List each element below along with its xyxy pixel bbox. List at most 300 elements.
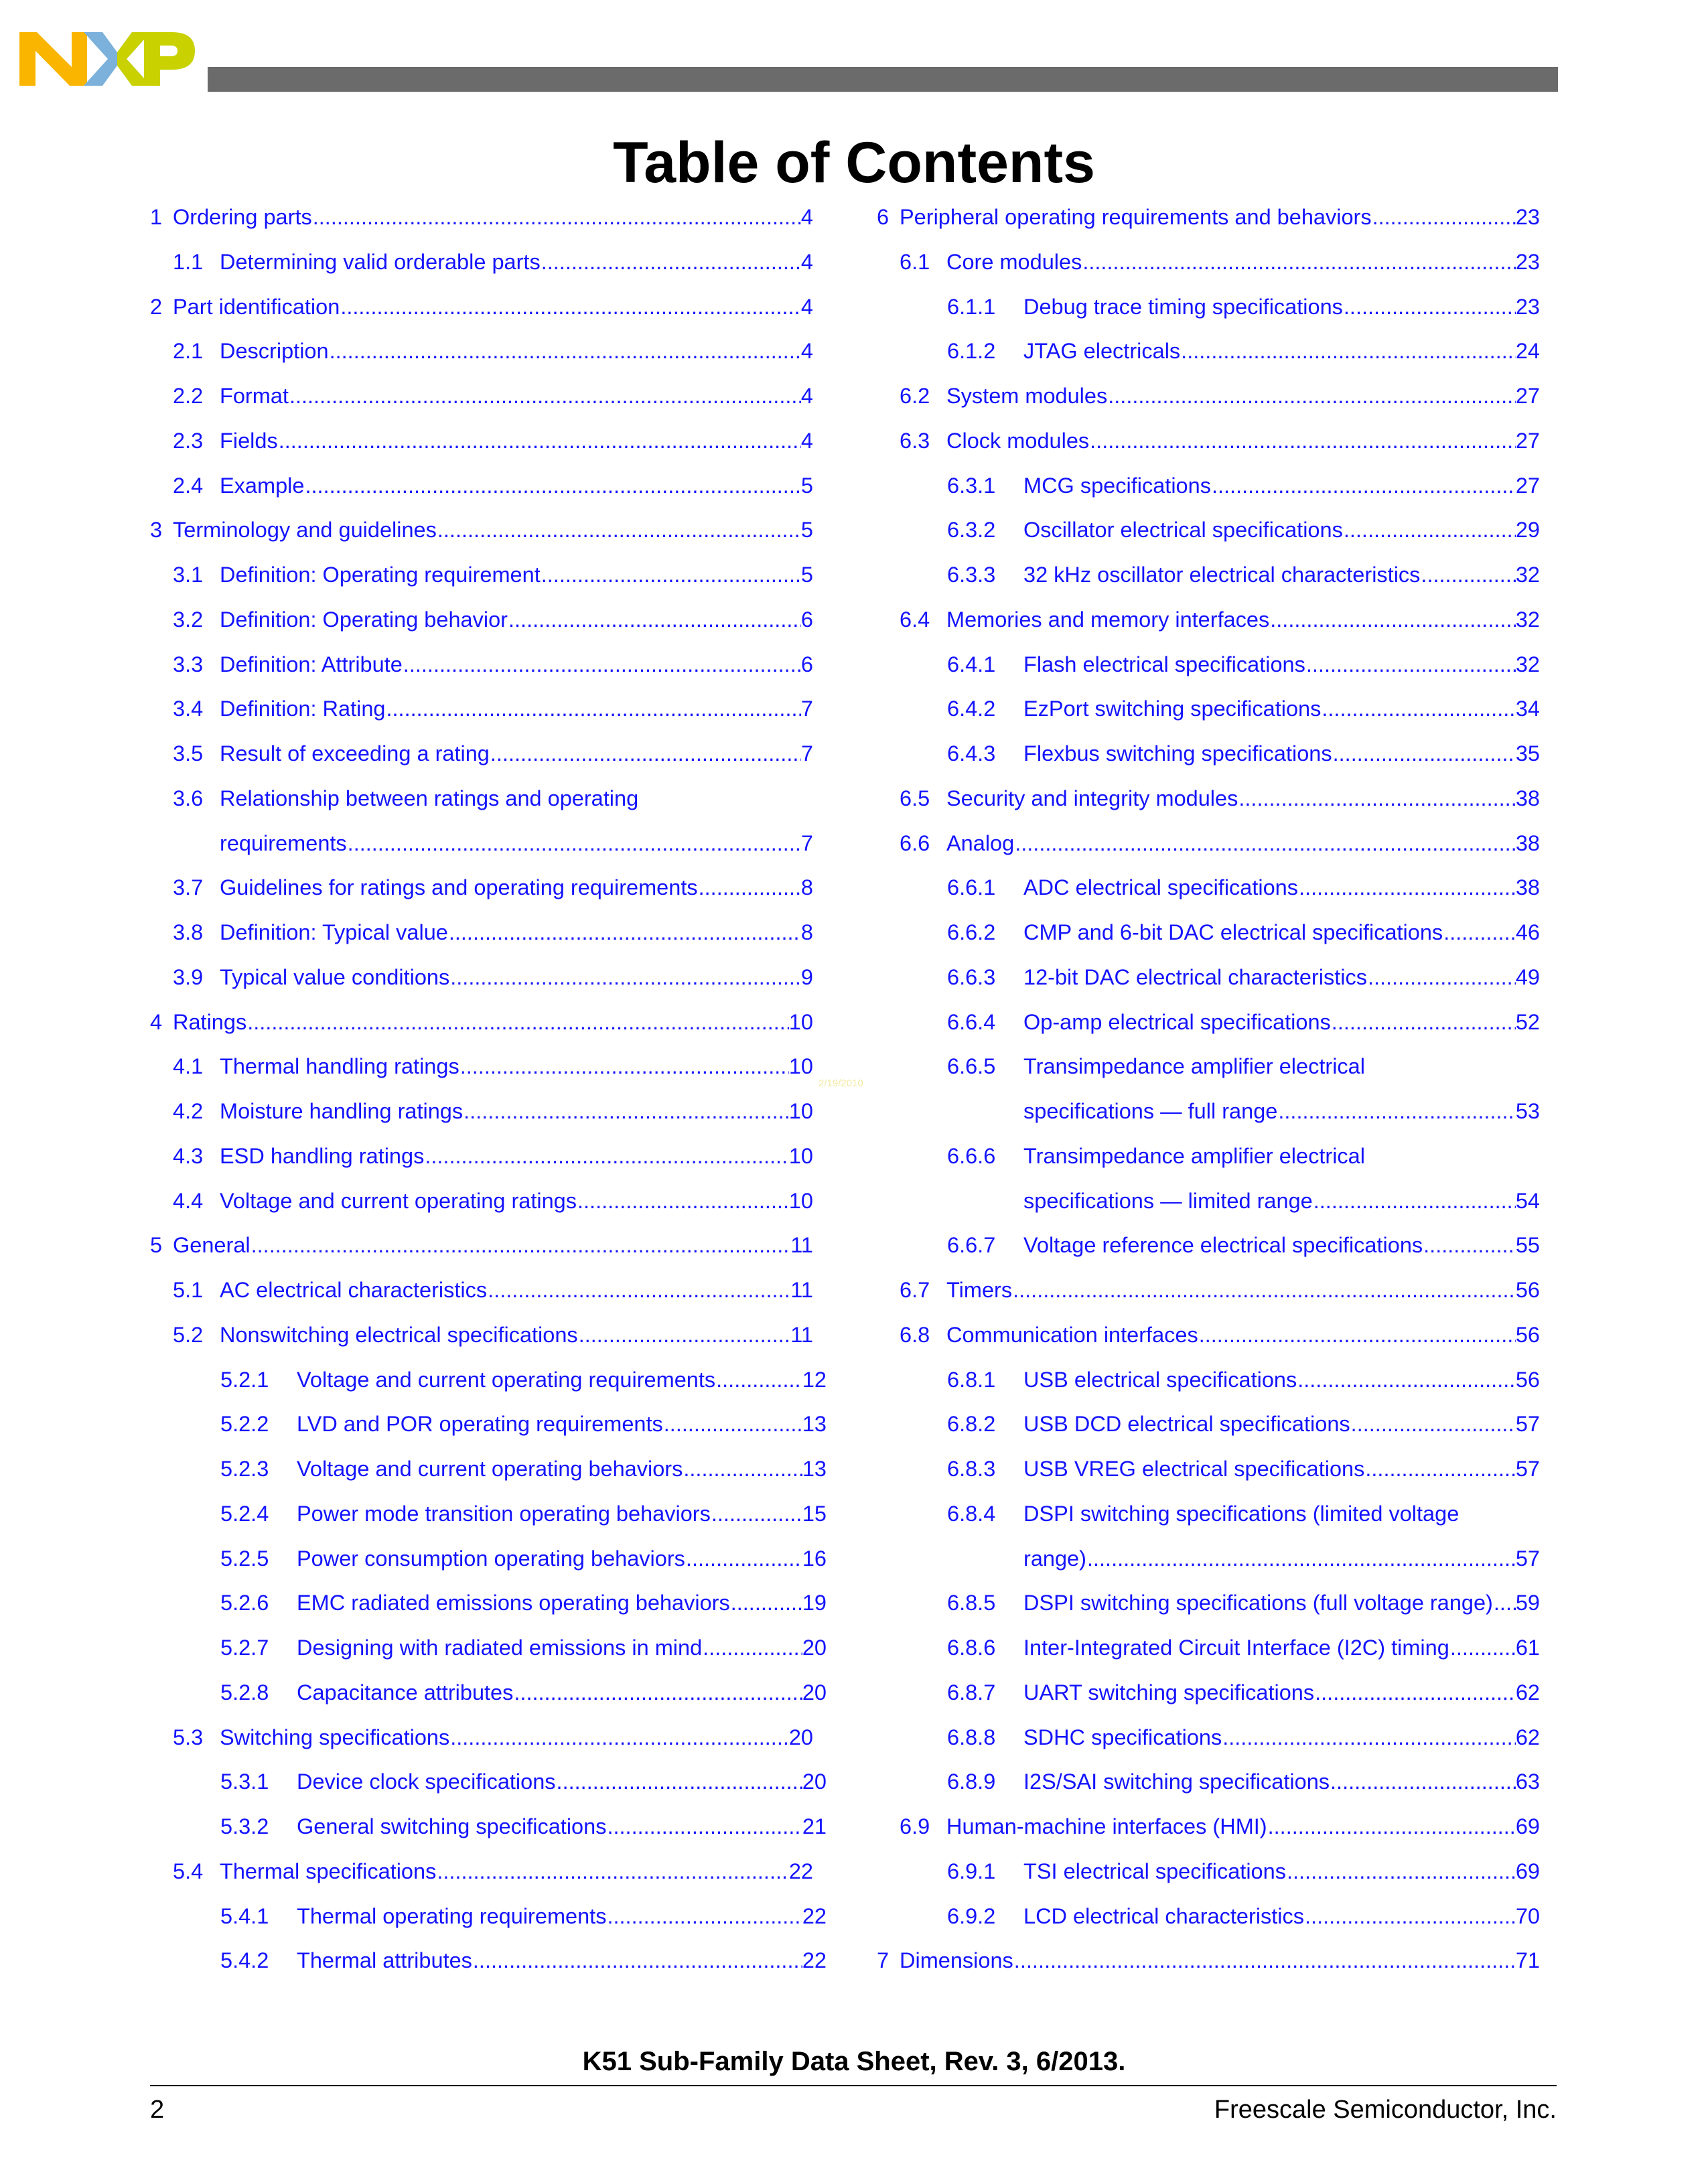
toc-entry-number: 6.8.6 [947,1636,996,1660]
toc-link[interactable] [947,920,1540,944]
toc-link[interactable] [173,250,813,274]
toc-entry-label: USB electrical specifications [1023,1367,1297,1392]
toc-entry [877,1759,1540,1804]
toc-link[interactable] [1023,1546,1540,1571]
footer-doc-title: K51 Sub-Family Data Sheet, Rev. 3, 6/2013. [582,2047,1126,2076]
toc-entry-page: 27 [1515,384,1540,408]
toc-entry-page: 24 [1515,339,1540,364]
toc-entry [877,328,1540,373]
toc-link[interactable] [220,1680,827,1705]
toc-dot-leader [1368,965,1516,989]
toc-entry [877,1357,1540,1402]
toc-link[interactable] [220,1546,827,1571]
toc-entry-page: 11 [790,1233,813,1258]
toc-entry [877,373,1540,418]
toc-link[interactable] [947,518,1540,542]
toc-entry [150,239,813,284]
toc-entry-page: 7 [800,697,813,721]
toc-entry-page: 12 [802,1367,827,1392]
toc-link[interactable] [900,1278,1540,1302]
toc-entry [150,284,813,329]
toc-dot-leader [330,339,801,363]
toc-entry-label: specifications — full range [1023,1099,1278,1123]
toc-link[interactable] [173,474,813,498]
toc-entry-number: 6.3.3 [947,563,996,587]
toc-entry-page: 5 [800,473,813,498]
toc-entry-page: 8 [800,920,813,944]
toc-entry-label: USB DCD electrical specifications [1023,1412,1350,1437]
toc-link[interactable] [947,1412,1540,1436]
toc-link[interactable] [173,1323,813,1347]
toc-entry-label: AC electrical characteristics [220,1278,488,1302]
toc-entry-number: 6.1.2 [947,339,996,364]
toc-entry-page: 9 [800,964,813,989]
toc-entry-label: SDHC specifications [1023,1725,1222,1749]
toc-dot-leader [279,429,801,453]
toc-link[interactable] [877,1948,1540,1972]
toc-dot-leader [1332,1010,1516,1034]
toc-entry-number: 2 [150,294,163,319]
toc-entry-number: 5.3.1 [220,1769,269,1794]
toc-entry [877,686,1540,731]
toc-entry [150,954,813,999]
page-title: Table of Contents [613,131,1095,195]
toc-entry [150,194,813,239]
toc-entry-number: 6.8.9 [947,1769,996,1794]
toc-entry [877,1804,1540,1849]
toc-entry-label: Guidelines for ratings and operating requirements [220,875,698,900]
toc-entry-page: 69 [1515,1859,1540,1883]
toc-dot-leader [1015,831,1516,855]
toc-entry-label: Debug trace timing specifications [1023,294,1343,319]
toc-entry [150,328,813,373]
toc-entry-label: Power mode transition operating behaviors [297,1501,711,1526]
toc-link[interactable] [220,1368,827,1392]
toc-link[interactable] [173,1054,813,1078]
toc-entry-number: 3.8 [173,920,204,944]
toc-entry-number: 3.1 [173,563,204,587]
toc-link[interactable] [173,1099,813,1123]
toc-entry-page: 23 [1515,249,1540,274]
toc-entry-continuation [877,1178,1540,1223]
toc-dot-leader [1090,429,1516,453]
toc-entry [877,1893,1540,1938]
toc-link[interactable] [220,1591,827,1615]
toc-link[interactable] [900,384,1540,408]
publisher: Freescale Semiconductor, Inc. [1214,2096,1557,2124]
toc-entry-number: 6.6.7 [947,1233,996,1258]
toc-link[interactable] [900,1814,1540,1838]
toc-dot-leader [557,1769,802,1794]
toc-dot-leader [488,1278,790,1302]
toc-entry-label: EzPort switching specifications [1023,697,1322,721]
toc-entry-number: 5.2.2 [220,1412,269,1437]
toc-entry-number: 3.2 [173,607,204,632]
toc-entry-continuation [877,1536,1540,1581]
toc-entry-page: 69 [1515,1814,1540,1838]
toc-entry [150,1625,827,1670]
toc-entry-number: 1 [150,205,163,229]
toc-link[interactable] [220,1412,827,1436]
toc-link[interactable] [1023,1099,1540,1123]
toc-link[interactable] [173,1859,813,1883]
toc-entry-page: 49 [1515,964,1540,989]
toc-entry-page: 7 [800,830,813,855]
toc-dot-leader [579,1323,791,1347]
toc-link[interactable] [173,965,813,989]
toc-entry-page: 62 [1515,1680,1540,1705]
toc-link[interactable] [173,875,813,899]
toc-entry-page: 23 [1515,294,1540,319]
toc-entry-label: Determining valid orderable parts [220,249,541,274]
toc-entry-label: Dimensions [900,1948,1013,1973]
toc-dot-leader [683,1457,802,1481]
toc-link[interactable] [947,875,1540,899]
toc-entry-page: 10 [788,1188,813,1213]
toc-entry-number: 3.6 [173,786,204,810]
toc-entry-page: 20 [802,1680,827,1705]
toc-link[interactable] [947,741,1540,766]
toc-link[interactable] [947,1769,1540,1794]
toc-entry [150,642,813,686]
toc-dot-leader [1287,1859,1516,1883]
toc-entry-number: 5.3.2 [220,1814,269,1838]
toc-entry [150,1267,813,1312]
toc-link[interactable] [1023,1189,1540,1213]
toc-link[interactable] [947,295,1540,319]
nxp-logo-icon [19,27,195,90]
toc-entry [877,1715,1540,1759]
toc-entry-label: I2S/SAI switching specifications [1023,1769,1330,1794]
toc-dot-leader [1443,920,1516,944]
toc-link[interactable] [947,474,1540,498]
toc-dot-leader [437,518,801,542]
toc-link[interactable] [900,607,1540,632]
toc-link[interactable] [947,1725,1540,1749]
toc-entry [150,776,813,820]
toc-entry-label: Timers [946,1278,1013,1302]
toc-entry-label: Memories and memory interfaces [946,607,1270,632]
toc-link[interactable] [947,1457,1540,1481]
toc-dot-leader [1278,1099,1515,1123]
toc-dot-leader [703,1636,802,1660]
toc-entry-number: 6.8.8 [947,1725,996,1749]
toc-entry-number: 4.1 [173,1054,204,1079]
toc-entry-label: Device clock specifications [297,1769,556,1794]
toc-entry-page: 52 [1515,1009,1540,1034]
toc-link[interactable] [173,1144,813,1168]
toc-entry [150,1491,827,1536]
toc-link[interactable] [220,1636,827,1660]
toc-link[interactable] [900,429,1540,453]
toc-entry-page: 57 [1515,1457,1540,1481]
toc-entry-number: 6.4.3 [947,741,996,766]
toc-entry-number: 2.2 [173,384,204,408]
toc-dot-leader [340,295,801,319]
toc-link[interactable] [947,1636,1540,1660]
toc-entry-label: Voltage reference electrical specifications [1023,1233,1423,1258]
toc-entry-number: 3.7 [173,875,204,900]
toc-entry [150,1715,813,1759]
toc-dot-leader [464,1099,789,1123]
toc-link[interactable] [947,1143,1365,1168]
toc-entry-number: 3.5 [173,741,204,766]
toc-entry-page: 22 [802,1948,827,1973]
toc-dot-leader [1322,697,1515,721]
toc-entry-page: 20 [802,1636,827,1660]
toc-link[interactable] [150,295,813,319]
toc-link[interactable] [947,1054,1365,1079]
toc-entry [150,1759,827,1804]
toc-entry-label: Peripheral operating requirements and behaviors [900,205,1372,229]
toc-entry-label: ADC electrical specifications [1023,875,1299,900]
toc-dot-leader [1270,607,1516,632]
toc-link[interactable] [900,786,1540,810]
toc-link[interactable] [947,1010,1540,1034]
toc-entry-page: 4 [800,428,813,453]
toc-entry [150,1670,827,1715]
toc-link[interactable] [173,652,813,676]
toc-entry-number: 6 [877,205,889,229]
toc-dot-leader [577,1189,789,1213]
toc-entry-number: 6.9 [900,1814,930,1838]
toc-link[interactable] [173,1725,813,1749]
toc-link[interactable] [173,384,813,408]
toc-right-column [877,194,1540,1982]
toc-link[interactable] [173,1189,813,1213]
toc-link[interactable] [173,429,813,453]
toc-dot-leader [449,920,801,944]
toc-entry-label: Ratings [173,1009,247,1034]
toc-link[interactable] [173,563,813,587]
toc-entry-number: 3.3 [173,652,204,676]
toc-dot-leader [450,1725,789,1749]
toc-entry [877,865,1540,910]
toc-dot-leader [490,741,801,766]
toc-entry-page: 16 [802,1546,827,1571]
toc-entry-label: General switching specifications [297,1814,607,1838]
toc-link[interactable] [173,339,813,363]
toc-entry-label: Relationship between ratings and operating [220,786,639,810]
toc-link[interactable] [947,1904,1540,1928]
toc-entry [150,731,813,776]
toc-entry-label: Op-amp electrical specifications [1023,1009,1331,1034]
toc-entry [877,597,1540,642]
toc-entry-page: 10 [788,1009,813,1034]
toc-entry [150,1446,827,1491]
toc-link[interactable] [947,339,1540,363]
toc-link[interactable] [947,1501,1460,1526]
toc-entry-page: 6 [800,652,813,676]
toc-link[interactable] [947,652,1540,676]
toc-link[interactable] [150,1233,813,1257]
toc-entry-page: 71 [1515,1948,1540,1973]
toc-link[interactable] [173,697,813,721]
toc-entry-page: 22 [802,1903,827,1928]
toc-entry-label: Switching specifications [220,1725,450,1749]
toc-entry [877,1446,1540,1491]
toc-dot-leader [348,831,801,855]
toc-link[interactable] [900,831,1540,855]
toc-entry-number: 7 [877,1948,889,1973]
toc-link[interactable] [173,920,813,944]
toc-entry-page: 56 [1515,1322,1540,1347]
toc-dot-leader [664,1412,802,1436]
toc-link[interactable] [220,1769,827,1794]
toc-dot-leader [1333,741,1516,766]
toc-link[interactable] [150,518,813,542]
toc-link[interactable] [220,831,813,855]
toc-entry-page: 7 [800,741,813,766]
toc-entry [877,731,1540,776]
toc-entry [877,1133,1540,1178]
toc-link[interactable] [173,1278,813,1302]
toc-dot-leader [1297,1368,1516,1392]
toc-entry-number: 5.1 [173,1278,204,1302]
toc-entry-number: 6.8 [900,1322,930,1347]
toc-link[interactable] [173,607,813,632]
toc-entry-number: 5 [150,1233,163,1258]
toc-link[interactable] [220,1814,827,1838]
toc-entry-label: Terminology and guidelines [173,518,437,542]
toc-entry-page: 20 [802,1769,827,1794]
header-bar [208,67,1558,92]
toc-entry [150,418,813,463]
toc-dot-leader [313,205,801,229]
toc-dot-leader [1450,1636,1516,1660]
toc-entry-page: 54 [1515,1188,1540,1213]
toc-entry [150,1580,827,1625]
toc-link[interactable] [220,1904,827,1928]
toc-entry-number: 6.6.2 [947,920,996,944]
toc-link[interactable] [150,205,813,229]
toc-entry-number: 6.8.7 [947,1680,996,1705]
toc-entry [877,194,1540,239]
toc-entry-label: EMC radiated emissions operating behaviors [297,1591,730,1615]
toc-dot-leader [1013,1278,1516,1302]
toc-dot-leader [289,384,801,408]
toc-entry [877,1625,1540,1670]
toc-left-column [150,194,827,1982]
toc-link[interactable] [220,1948,827,1972]
toc-entry-page: 53 [1515,1099,1540,1123]
toc-entry-page: 29 [1515,518,1540,542]
toc-entry [877,1401,1540,1446]
toc-entry-page: 57 [1515,1546,1540,1571]
toc-dot-leader [473,1948,802,1972]
toc-link[interactable] [947,563,1540,587]
footer-rule [150,2085,1557,2086]
toc-entry-label: General [173,1233,251,1258]
toc-entry-label: DSPI switching specifications (full voltage range) [1023,1591,1493,1615]
toc-link[interactable] [877,205,1540,229]
toc-dot-leader [1181,339,1516,363]
toc-dot-leader [1082,250,1516,274]
toc-entry [877,418,1540,463]
toc-link[interactable] [220,1457,827,1481]
toc-entry-label: Format [220,384,289,408]
toc-entry-number: 4.2 [173,1099,204,1123]
toc-dot-leader [1299,875,1516,899]
toc-link[interactable] [900,1323,1540,1347]
toc-entry-page: 19 [802,1591,827,1615]
toc-entry [150,373,813,418]
toc-dot-leader [541,250,801,274]
toc-entry-number: 6.6 [900,830,930,855]
toc-entry-label: MCG specifications [1023,473,1211,498]
toc-entry-number: 6.8.3 [947,1457,996,1481]
toc-entry-page: 23 [1515,205,1540,229]
toc-entry-label: UART switching specifications [1023,1680,1315,1705]
toc-entry-page: 21 [802,1814,827,1838]
toc-entry [877,507,1540,552]
toc-entry-label: Security and integrity modules [946,786,1238,810]
toc-entry-page: 4 [800,294,813,319]
toc-entry-page: 4 [800,205,813,229]
toc-entry-number: 6.8.1 [947,1367,996,1392]
toc-entry-label: Example [220,473,305,498]
toc-entry [150,463,813,508]
toc-link[interactable] [947,697,1540,721]
page-number: 2 [150,2096,165,2124]
toc-entry-page: 10 [788,1054,813,1079]
toc-entry-page: 11 [790,1278,813,1302]
toc-entry-number: 5.2.4 [220,1501,269,1526]
toc-dot-leader [437,1859,789,1883]
toc-dot-leader [450,965,801,989]
toc-link[interactable] [947,1233,1540,1257]
toc-link[interactable] [220,1502,827,1526]
toc-entry-number: 6.8.5 [947,1591,996,1615]
toc-link[interactable] [947,1859,1540,1883]
toc-link[interactable] [947,965,1540,989]
toc-entry-page: 56 [1515,1278,1540,1302]
toc-link[interactable] [173,786,639,810]
toc-dot-leader [541,563,801,587]
toc-entry-page: 34 [1515,697,1540,721]
toc-entry-number: 5.4.2 [220,1948,269,1973]
toc-dot-leader [514,1680,802,1705]
toc-entry [150,1357,827,1402]
toc-link[interactable] [947,1591,1540,1615]
toc-entry [877,1312,1540,1357]
toc-entry-number: 6.6.5 [947,1054,996,1079]
toc-entry [150,910,813,954]
toc-entry-label: specifications — limited range [1023,1188,1313,1213]
toc-entry-label: LCD electrical characteristics [1023,1903,1305,1928]
toc-entry [877,463,1540,508]
toc-entry-label: Definition: Operating requirement [220,563,541,587]
toc-link[interactable] [900,250,1540,274]
toc-entry-number: 4.3 [173,1143,204,1168]
toc-link[interactable] [947,1368,1540,1392]
toc-dot-leader [1421,563,1515,587]
toc-entry [877,239,1540,284]
toc-entry-number: 5.2 [173,1322,204,1347]
toc-entry-label: Transimpedance amplifier electrical [1023,1054,1365,1079]
toc-entry-page: 70 [1515,1903,1540,1928]
toc-entry-number: 6.2 [900,384,930,408]
toc-entry-label: Moisture handling ratings [220,1099,464,1123]
toc-dot-leader [711,1502,802,1526]
toc-entry-label: Designing with radiated emissions in mind [297,1636,703,1660]
toc-link[interactable] [150,1010,813,1034]
toc-link[interactable] [173,741,813,766]
toc-dot-leader [1238,786,1515,810]
toc-link[interactable] [947,1680,1540,1705]
toc-entry-label: Definition: Rating [220,697,386,721]
toc-entry-page: 13 [802,1457,827,1481]
